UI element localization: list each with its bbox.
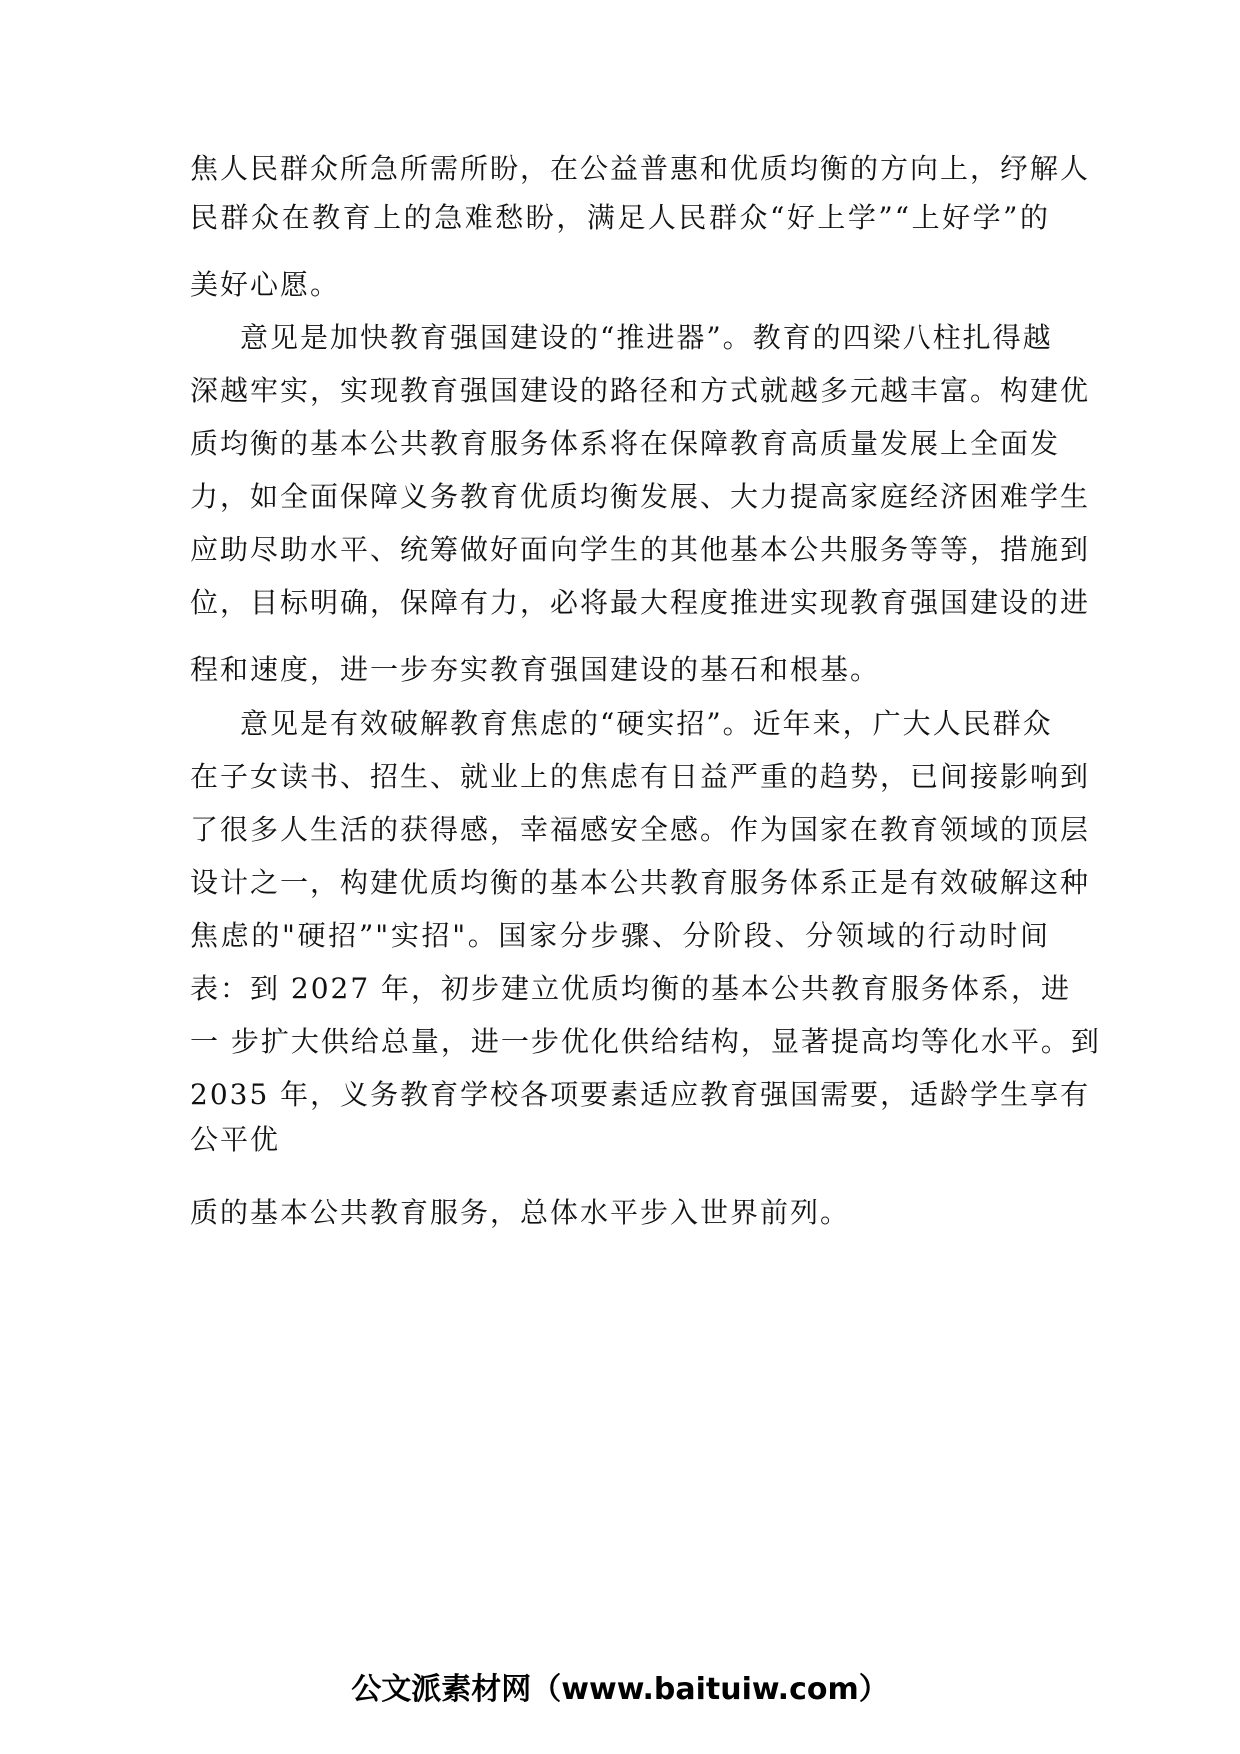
text-line: 力，如全面保障义务教育优质均衡发展、大力提高家庭经济困难学生	[190, 480, 1091, 513]
text-line: 美好心愿。	[190, 268, 341, 301]
text-line: 民群众在教育上的急难愁盼，满足人民群众“好上学”“上好学”的	[190, 201, 1050, 234]
text-line: 了很多人生活的获得感，幸福感安全感。作为国家在教育领域的顶层	[190, 813, 1091, 846]
paragraph-start-line: 意见是有效破解教育焦虑的“硬实招”。近年来，广大人民群众	[240, 707, 1053, 740]
text-line: 应助尽助水平、统筹做好面向学生的其他基本公共服务等等，措施到	[190, 533, 1091, 566]
text-line: 在子女读书、招生、就业上的焦虑有日益严重的趋势，已间接影响到	[190, 760, 1091, 793]
text-line: 焦人民群众所急所需所盼，在公益普惠和优质均衡的方向上，纾解人	[190, 152, 1091, 185]
text-line: 表：到 2027 年，初步建立优质均衡的基本公共教育服务体系，进	[190, 972, 1072, 1005]
text-line: 质的基本公共教育服务，总体水平步入世界前列。	[190, 1196, 851, 1229]
paragraph-start-line: 意见是加快教育强国建设的“推进器”。教育的四梁八柱扎得越	[240, 321, 1053, 354]
text-line: 2035 年，义务教育学校各项要素适应教育强国需要，适龄学生享有	[190, 1078, 1091, 1111]
footer-source-text: 公文派素材网（www.baituiw.com）	[351, 1672, 889, 1707]
text-line: 位，目标明确，保障有力，必将最大程度推进实现教育强国建设的进	[190, 586, 1091, 619]
text-line: 设计之一，构建优质均衡的基本公共教育服务体系正是有效破解这种	[190, 866, 1091, 899]
text-line: 公平优	[190, 1123, 281, 1156]
text-line: 质均衡的基本公共教育服务体系将在保障教育高质量发展上全面发	[190, 427, 1061, 460]
text-line: 一 步扩大供给总量，进一步优化供给结构，显著提高均等化水平。到	[190, 1025, 1101, 1058]
text-line: 程和速度，进一步夯实教育强国建设的基石和根基。	[190, 653, 881, 686]
text-line: 焦虑的"硬招”"实招"。国家分步骤、分阶段、分领域的行动时间	[190, 919, 1050, 952]
text-line: 深越牢实，实现教育强国建设的路径和方式就越多元越丰富。构建优	[190, 374, 1091, 407]
